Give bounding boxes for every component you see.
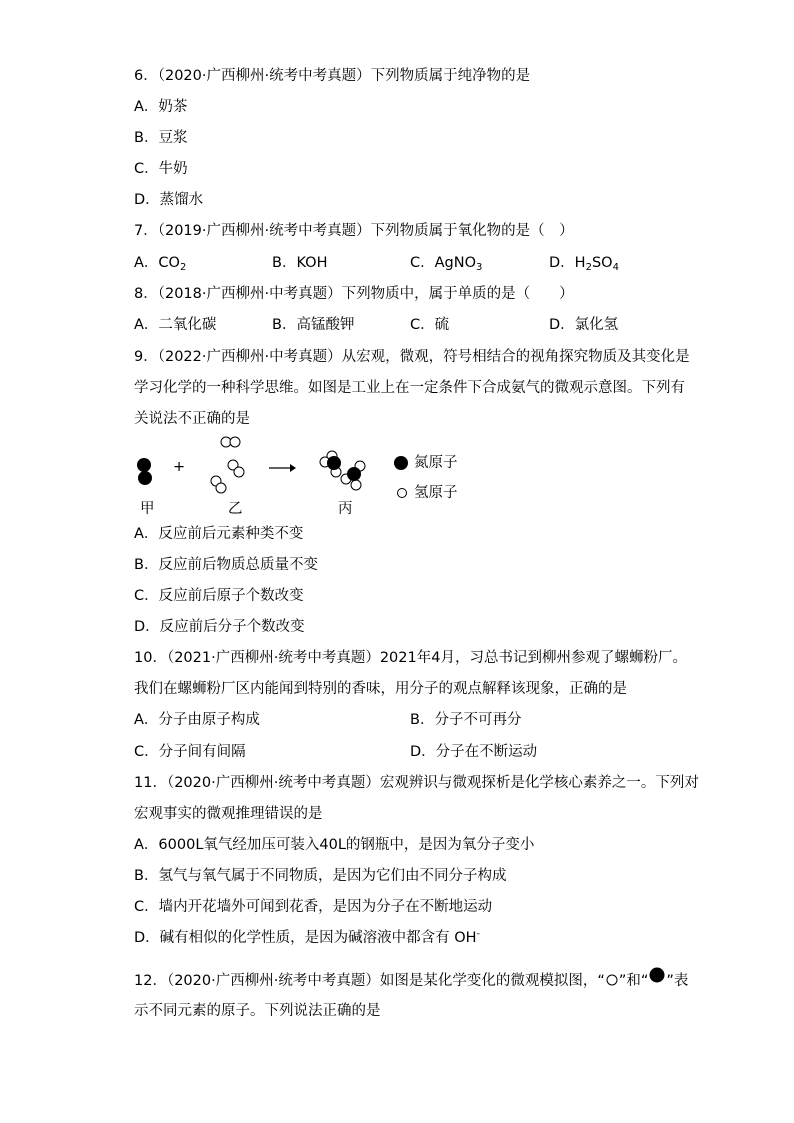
q8-option-d: D．氯化氢 [549, 317, 619, 333]
nitrogen-atom-legend-icon [394, 456, 408, 470]
white-atom-icon [605, 973, 619, 987]
label-jia: 甲 [140, 501, 155, 517]
q11-stem-line1: 11．（2020·广西柳州·统考中考真题）宏观辨识与微观探析是化学核心素养之一。下列对 [134, 775, 699, 791]
label-bing: 丙 [338, 501, 353, 517]
q9-option-b: B．反应前后物质总质量不变 [134, 557, 318, 573]
q10-option-d: D．分子在不断运动 [410, 744, 538, 760]
reaction-figure [126, 432, 486, 524]
q11-stem-line2: 宏观事实的微观推理错误的是 [134, 806, 323, 822]
q9-stem-line3: 关说法不正确的是 [134, 411, 250, 427]
q11-option-b: B．氢气与氧气属于不同物质，是因为它们由不同分子构成 [134, 868, 507, 884]
q10-option-b: B．分子不可再分 [410, 712, 522, 728]
q10-stem-line1: 10．（2021·广西柳州·统考中考真题）2021年4月，习总书记到柳州参观了螺蛳粉厂。 [134, 650, 687, 666]
q10-option-c: C．分子间有间隔 [134, 744, 246, 760]
q7-option-b: B．KOH [272, 255, 328, 271]
q7-stem: 7．（2019·广西柳州·统考中考真题）下列物质属于氧化物的是（ ） [134, 223, 574, 239]
q11-option-a: A．6000L氧气经加压可装入40L的钢瓶中，是因为氧分子变小 [134, 837, 535, 853]
q6-option-d: D．蒸馏水 [134, 192, 204, 208]
q10-stem-line2: 我们在螺蛳粉厂区内能闻到特别的香味，用分子的观点解释该现象，正确的是 [134, 681, 627, 697]
q6-option-c: C．牛奶 [134, 161, 188, 177]
q7-option-c: C．AgNO$_3$ [410, 255, 483, 273]
label-yi: 乙 [228, 501, 243, 517]
q9-stem-line2: 学习化学的一种科学思维。如图是工业上在一定条件下合成氨气的微观示意图。下列有 [134, 380, 685, 396]
q10-option-a: A．分子由原子构成 [134, 712, 260, 728]
hydrogen-atom-legend-icon [398, 489, 407, 498]
q8-option-a: A．二氧化碳 [134, 317, 217, 333]
q8-stem: 8．（2018·广西柳州·中考真题）下列物质中，属于单质的是（ ） [134, 286, 574, 302]
reaction-arrow [269, 464, 296, 472]
nitrogen-molecule [137, 458, 152, 485]
q11-option-c: C．墙内开花墙外可闻到花香，是因为分子在不断地运动 [134, 899, 493, 915]
hydrogen-molecules [211, 437, 244, 493]
q6-option-b: B．豆浆 [134, 130, 188, 146]
q7-option-a: A．$CO_2$ [134, 255, 187, 273]
black-atom-icon [648, 966, 666, 984]
q6-option-a: A．奶茶 [134, 99, 188, 115]
q9-option-a: A．反应前后元素种类不变 [134, 526, 304, 542]
q11-option-d: D．碱有相似的化学性质，是因为碱溶液中都含有 OH- [134, 929, 480, 946]
q12-stem-line1: 12．（2020·广西柳州·统考中考真题）如图是某化学变化的微观模拟图，“ ”和“ ”表 [134, 966, 688, 991]
q8-option-c: C．硫 [410, 317, 450, 333]
plus-sign: + [173, 459, 186, 475]
q7-option-d: D．$H_2SO_4$ [549, 255, 619, 273]
legend-nitrogen-label: 氮原子 [414, 455, 458, 471]
ammonia-molecules [320, 451, 365, 490]
q9-stem-line1: 9．（2022·广西柳州·中考真题）从宏观，微观，符号相结合的视角探究物质及其变化是 [134, 349, 690, 365]
legend-hydrogen-label: 氢原子 [414, 485, 458, 501]
q6-stem: 6．（2020·广西柳州·统考中考真题）下列物质属于纯净物的是 [134, 68, 531, 84]
q9-option-d: D．反应前后分子个数改变 [134, 619, 305, 635]
q8-option-b: B．高锰酸钾 [272, 317, 355, 333]
q9-option-c: C．反应前后原子个数改变 [134, 588, 304, 604]
ammonia-synthesis-diagram [126, 432, 486, 524]
q12-stem-line2: 示不同元素的原子。下列说法正确的是 [134, 1003, 381, 1019]
